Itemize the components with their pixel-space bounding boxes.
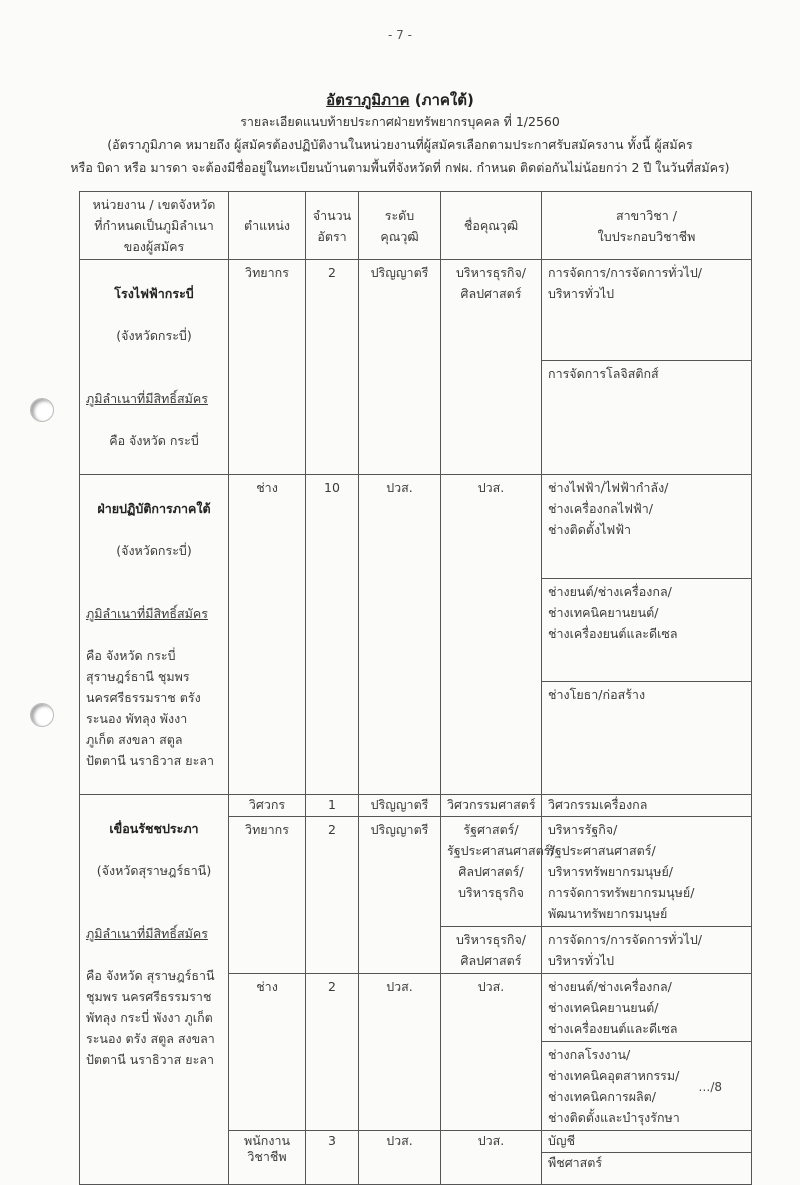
- unit-province: (จังหวัดกระบี่): [116, 328, 192, 343]
- level-cell: ปวส.: [359, 1131, 441, 1185]
- header-unit: หน่วยงาน / เขตจังหวัด ที่กำหนดเป็นภูมิลำเนา ของผู้สมัคร: [80, 192, 229, 260]
- domicile-label: ภูมิลำเนาที่มีสิทธิ์สมัคร: [86, 606, 208, 621]
- count-cell: 2: [306, 260, 359, 475]
- next-page-marker: …/8: [698, 1080, 722, 1094]
- domicile-list: คือ จังหวัด สุราษฎร์ธานี ชุมพร นครศรีธรรมราช พัทลุง กระบี่ พังงา ภูเก็ต ระนอง ตรัง สตูล สงขลา ปัตตานี นราธิวาส ยะลา: [86, 968, 215, 1067]
- note-line-1: (อัตราภูมิภาค หมายถึง ผู้สมัครต้องปฏิบัติงานในหน่วยงานที่ผู้สมัครเลือกตามประกาศรับสมัครงาน ทั้งนี้ ผู้สมัคร: [107, 137, 693, 152]
- header-count: จำนวน อัตรา: [306, 192, 359, 260]
- unit-cell: [80, 260, 229, 475]
- major-cell: พืชศาสตร์: [542, 1153, 752, 1185]
- header-position: ตำแหน่ง: [229, 192, 306, 260]
- level-cell: ปวส.: [359, 475, 441, 795]
- qualification-cell: ปวส.: [441, 1131, 542, 1185]
- table-row: [80, 260, 752, 361]
- major-cell: ช่างกลโรงงาน/ ช่างเทคนิคอุตสาหกรรม/ ช่างเทคนิคการผลิต/ ช่างติดตั้งและบำรุงรักษา: [542, 1042, 752, 1131]
- title-main: อัตราภูมิภาค: [326, 91, 410, 109]
- major-cell: ช่างโยธา/ก่อสร้าง: [542, 682, 752, 795]
- title-suffix: (ภาคใต้): [414, 91, 474, 109]
- major-cell: บริหารรัฐกิจ/ รัฐประศาสนศาสตร์/ บริหารทรัพยากรมนุษย์/ การจัดการทรัพยากรมนุษย์/ พัฒนาทรัพยากรมนุษย์: [542, 817, 752, 927]
- page-number: - 7 -: [388, 28, 412, 42]
- unit-cell: [80, 795, 229, 1185]
- level-cell: ปริญญาตรี: [359, 817, 441, 974]
- position-cell: วิทยากร: [229, 817, 306, 974]
- level-cell: ปริญญาตรี: [359, 260, 441, 475]
- qualification-cell: บริหารธุรกิจ/ ศิลปศาสตร์: [441, 260, 542, 475]
- count-cell: 10: [306, 475, 359, 795]
- position-cell: วิศวกร: [229, 795, 306, 817]
- table-header-row: [80, 192, 752, 260]
- positions-table: [79, 191, 752, 1185]
- level-cell: ปริญญาตรี: [359, 795, 441, 817]
- punch-hole: [30, 398, 54, 422]
- position-cell: พนักงานวิชาชีพ: [229, 1131, 306, 1185]
- unit-name: เขื่อนรัชชประภา: [109, 821, 199, 836]
- unit-name: ฝ่ายปฏิบัติการภาคใต้: [97, 501, 211, 516]
- domicile-label: ภูมิลำเนาที่มีสิทธิ์สมัคร: [86, 391, 208, 406]
- position-cell: ช่าง: [229, 974, 306, 1131]
- major-cell: การจัดการ/การจัดการทั่วไป/ บริหารทั่วไป: [542, 260, 752, 361]
- subtitle: รายละเอียดแนบท้ายประกาศฝ่ายทรัพยากรบุคคล ที่ 1/2560: [240, 114, 560, 129]
- qualification-cell: รัฐศาสตร์/ รัฐประศาสนศาสตร์/ ศิลปศาสตร์/ บริหารธุรกิจ: [441, 817, 542, 927]
- major-cell: ช่างยนต์/ช่างเครื่องกล/ ช่างเทคนิคยานยนต์/ ช่างเครื่องยนต์และดีเซล: [542, 578, 752, 682]
- qualification-cell: ปวส.: [441, 974, 542, 1131]
- count-cell: 3: [306, 1131, 359, 1185]
- table-row: [80, 795, 752, 817]
- unit-name: โรงไฟฟ้ากระบี่: [114, 286, 194, 301]
- count-cell: 2: [306, 817, 359, 974]
- header-major: สาขาวิชา / ใบประกอบวิชาชีพ: [542, 192, 752, 260]
- note-line-2: หรือ บิดา หรือ มารดา จะต้องมีชื่ออยู่ในทะเบียนบ้านตามพื้นที่จังหวัดที่ กฟผ. กำหนด ติดต่อกันไม่น้อยกว่า 2 ปี ในวันที่สมัคร): [70, 160, 730, 175]
- unit-province: (จังหวัดสุราษฎร์ธานี): [96, 863, 212, 878]
- major-cell: วิศวกรรมเครื่องกล: [542, 795, 752, 817]
- table-row: [80, 475, 752, 579]
- qualification-cell: บริหารธุรกิจ/ ศิลปศาสตร์: [441, 927, 542, 974]
- header-qualification: ชื่อคุณวุฒิ: [441, 192, 542, 260]
- major-cell: ช่างไฟฟ้า/ไฟฟ้ากำลัง/ ช่างเครื่องกลไฟฟ้า/ ช่างติดตั้งไฟฟ้า: [542, 475, 752, 579]
- domicile-label: ภูมิลำเนาที่มีสิทธิ์สมัคร: [86, 926, 208, 941]
- major-cell: ช่างยนต์/ช่างเครื่องกล/ ช่างเทคนิคยานยนต์/ ช่างเครื่องยนต์และดีเซล: [542, 974, 752, 1042]
- unit-cell: [80, 475, 229, 795]
- unit-province: (จังหวัดกระบี่): [116, 543, 192, 558]
- major-cell: การจัดการ/การจัดการทั่วไป/ บริหารทั่วไป: [542, 927, 752, 974]
- position-cell: วิทยากร: [229, 260, 306, 475]
- header-level: ระดับ คุณวุฒิ: [359, 192, 441, 260]
- count-cell: 2: [306, 974, 359, 1131]
- punch-hole: [30, 703, 54, 727]
- count-cell: 1: [306, 795, 359, 817]
- position-cell: ช่าง: [229, 475, 306, 795]
- domicile-list: คือ จังหวัด กระบี่: [109, 433, 199, 448]
- page-title: [0, 88, 800, 112]
- qualification-cell: วิศวกรรมศาสตร์: [441, 795, 542, 817]
- level-cell: ปวส.: [359, 974, 441, 1131]
- domicile-list: คือ จังหวัด กระบี่ สุราษฎร์ธานี ชุมพร นครศรีธรรมราช ตรัง ระนอง พัทลุง พังงา ภูเก็ต สงขลา สตูล ปัตตานี นราธิวาส ยะลา: [86, 648, 214, 768]
- major-cell: การจัดการโลจิสติกส์: [542, 361, 752, 475]
- qualification-cell: ปวส.: [441, 475, 542, 795]
- major-cell: บัญชี: [542, 1131, 752, 1153]
